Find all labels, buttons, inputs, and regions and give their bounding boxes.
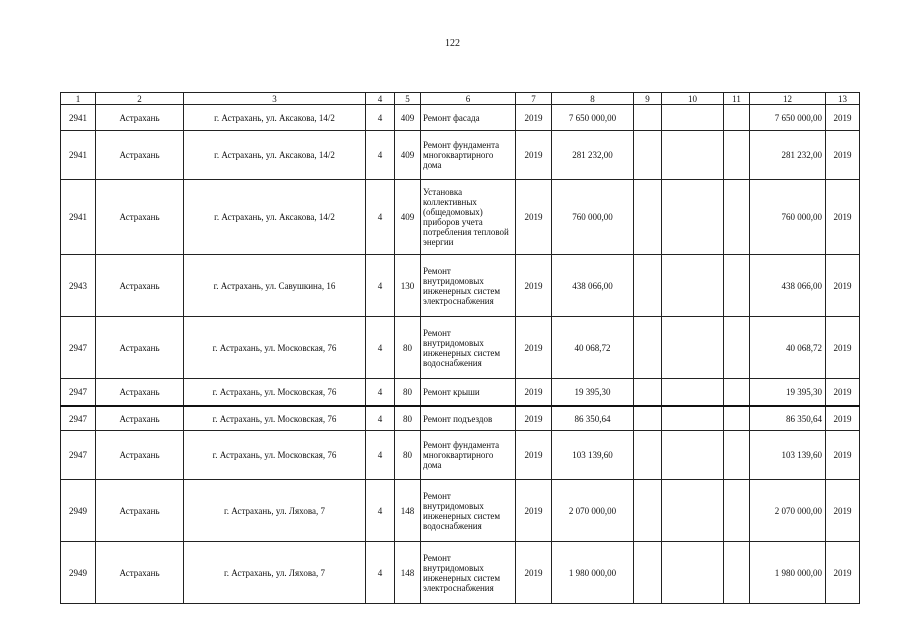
cell-address: г. Астрахань, ул. Московская, 76 xyxy=(184,379,366,407)
cell-number: 2943 xyxy=(61,255,96,317)
cell-col12: 19 395,30 xyxy=(750,379,826,407)
cell-col10 xyxy=(662,431,724,480)
cell-col9 xyxy=(634,406,662,431)
cell-col5: 409 xyxy=(395,131,421,180)
cell-amount: 7 650 000,00 xyxy=(552,105,634,131)
cell-col12: 7 650 000,00 xyxy=(750,105,826,131)
cell-col13: 2019 xyxy=(826,131,860,180)
cell-year: 2019 xyxy=(516,379,552,407)
cell-number: 2949 xyxy=(61,480,96,542)
page-number: 122 xyxy=(445,38,460,49)
cell-amount: 760 000,00 xyxy=(552,180,634,255)
cell-year: 2019 xyxy=(516,480,552,542)
cell-col4: 4 xyxy=(366,379,395,407)
column-header: 2 xyxy=(96,93,184,105)
cell-col9 xyxy=(634,255,662,317)
cell-year: 2019 xyxy=(516,317,552,379)
cell-city: Астрахань xyxy=(96,431,184,480)
cell-col10 xyxy=(662,105,724,131)
cell-col12: 86 350,64 xyxy=(750,406,826,431)
table-row xyxy=(61,255,860,317)
cell-address: г. Астрахань, ул. Московская, 76 xyxy=(184,317,366,379)
cell-col10 xyxy=(662,131,724,180)
cell-city: Астрахань xyxy=(96,542,184,604)
cell-col12: 40 068,72 xyxy=(750,317,826,379)
cell-year: 2019 xyxy=(516,131,552,180)
cell-col10 xyxy=(662,379,724,407)
cell-amount: 86 350,64 xyxy=(552,406,634,431)
cell-col4: 4 xyxy=(366,255,395,317)
cell-col5: 80 xyxy=(395,431,421,480)
cell-col10 xyxy=(662,180,724,255)
cell-col13: 2019 xyxy=(826,379,860,407)
cell-col11 xyxy=(724,379,750,407)
cell-address: г. Астрахань, ул. Московская, 76 xyxy=(184,431,366,480)
cell-address: г. Астрахань, ул. Аксакова, 14/2 xyxy=(184,105,366,131)
cell-col13: 2019 xyxy=(826,406,860,431)
cell-col9 xyxy=(634,105,662,131)
cell-col12: 760 000,00 xyxy=(750,180,826,255)
cell-work-type: Ремонт фасада xyxy=(421,105,516,131)
table-row xyxy=(61,431,860,480)
cell-city: Астрахань xyxy=(96,317,184,379)
cell-col5: 148 xyxy=(395,542,421,604)
cell-col11 xyxy=(724,542,750,604)
column-header: 7 xyxy=(516,93,552,105)
cell-col10 xyxy=(662,542,724,604)
cell-col9 xyxy=(634,317,662,379)
cell-work-type: Ремонт внутридомовых инженерных систем водоснабжения xyxy=(421,317,516,379)
cell-col5: 148 xyxy=(395,480,421,542)
cell-col5: 409 xyxy=(395,105,421,131)
cell-address: г. Астрахань, ул. Ляхова, 7 xyxy=(184,480,366,542)
cell-col5: 80 xyxy=(395,379,421,407)
table-row xyxy=(61,105,860,131)
cell-col9 xyxy=(634,379,662,407)
cell-city: Астрахань xyxy=(96,105,184,131)
cell-col12: 438 066,00 xyxy=(750,255,826,317)
cell-col11 xyxy=(724,255,750,317)
cell-col4: 4 xyxy=(366,431,395,480)
cell-amount: 1 980 000,00 xyxy=(552,542,634,604)
table-row xyxy=(61,542,860,604)
header-row xyxy=(61,93,860,105)
cell-col10 xyxy=(662,255,724,317)
cell-address: г. Астрахань, ул. Аксакова, 14/2 xyxy=(184,131,366,180)
table-row xyxy=(61,406,860,431)
cell-address: г. Астрахань, ул. Ляхова, 7 xyxy=(184,542,366,604)
works-table xyxy=(60,92,860,604)
cell-col13: 2019 xyxy=(826,480,860,542)
cell-col4: 4 xyxy=(366,406,395,431)
cell-work-type: Ремонт внутридомовых инженерных систем электроснабжения xyxy=(421,542,516,604)
cell-col9 xyxy=(634,180,662,255)
table-row xyxy=(61,131,860,180)
cell-year: 2019 xyxy=(516,542,552,604)
cell-amount: 281 232,00 xyxy=(552,131,634,180)
cell-col5: 130 xyxy=(395,255,421,317)
column-header: 5 xyxy=(395,93,421,105)
cell-col12: 281 232,00 xyxy=(750,131,826,180)
cell-number: 2947 xyxy=(61,406,96,431)
cell-amount: 103 139,60 xyxy=(552,431,634,480)
cell-work-type: Ремонт фундамента многоквартирного дома xyxy=(421,431,516,480)
column-header: 3 xyxy=(184,93,366,105)
cell-address: г. Астрахань, ул. Московская, 76 xyxy=(184,406,366,431)
cell-work-type: Ремонт внутридомовых инженерных систем водоснабжения xyxy=(421,480,516,542)
cell-work-type: Ремонт фундамента многоквартирного дома xyxy=(421,131,516,180)
column-header: 6 xyxy=(421,93,516,105)
cell-col13: 2019 xyxy=(826,180,860,255)
cell-city: Астрахань xyxy=(96,480,184,542)
table-row xyxy=(61,317,860,379)
cell-number: 2949 xyxy=(61,542,96,604)
cell-number: 2947 xyxy=(61,317,96,379)
cell-city: Астрахань xyxy=(96,379,184,407)
column-header: 10 xyxy=(662,93,724,105)
cell-year: 2019 xyxy=(516,105,552,131)
cell-address: г. Астрахань, ул. Аксакова, 14/2 xyxy=(184,180,366,255)
cell-amount: 2 070 000,00 xyxy=(552,480,634,542)
cell-work-type: Установка коллективных (общедомовых) приборов учета потребления тепловой энергии xyxy=(421,180,516,255)
column-header: 12 xyxy=(750,93,826,105)
column-header: 4 xyxy=(366,93,395,105)
cell-col10 xyxy=(662,406,724,431)
cell-col4: 4 xyxy=(366,542,395,604)
cell-col9 xyxy=(634,431,662,480)
cell-work-type: Ремонт внутридомовых инженерных систем электроснабжения xyxy=(421,255,516,317)
cell-col12: 1 980 000,00 xyxy=(750,542,826,604)
table-row xyxy=(61,480,860,542)
cell-col9 xyxy=(634,542,662,604)
cell-col9 xyxy=(634,131,662,180)
cell-amount: 40 068,72 xyxy=(552,317,634,379)
cell-col13: 2019 xyxy=(826,255,860,317)
cell-number: 2941 xyxy=(61,105,96,131)
cell-col11 xyxy=(724,431,750,480)
cell-year: 2019 xyxy=(516,255,552,317)
cell-city: Астрахань xyxy=(96,180,184,255)
cell-col13: 2019 xyxy=(826,431,860,480)
cell-col11 xyxy=(724,317,750,379)
cell-col4: 4 xyxy=(366,105,395,131)
cell-col4: 4 xyxy=(366,317,395,379)
cell-address: г. Астрахань, ул. Савушкина, 16 xyxy=(184,255,366,317)
cell-city: Астрахань xyxy=(96,255,184,317)
cell-col12: 103 139,60 xyxy=(750,431,826,480)
cell-col5: 80 xyxy=(395,317,421,379)
column-header: 13 xyxy=(826,93,860,105)
cell-col13: 2019 xyxy=(826,105,860,131)
cell-number: 2941 xyxy=(61,180,96,255)
cell-work-type: Ремонт крыши xyxy=(421,379,516,407)
cell-year: 2019 xyxy=(516,406,552,431)
cell-col11 xyxy=(724,105,750,131)
cell-col11 xyxy=(724,180,750,255)
cell-col4: 4 xyxy=(366,180,395,255)
column-header: 9 xyxy=(634,93,662,105)
cell-col13: 2019 xyxy=(826,317,860,379)
cell-number: 2947 xyxy=(61,379,96,407)
cell-col4: 4 xyxy=(366,480,395,542)
table-row xyxy=(61,180,860,255)
cell-col13: 2019 xyxy=(826,542,860,604)
column-header: 8 xyxy=(552,93,634,105)
cell-amount: 438 066,00 xyxy=(552,255,634,317)
cell-year: 2019 xyxy=(516,180,552,255)
cell-col5: 409 xyxy=(395,180,421,255)
cell-year: 2019 xyxy=(516,431,552,480)
column-header: 11 xyxy=(724,93,750,105)
cell-city: Астрахань xyxy=(96,131,184,180)
cell-col12: 2 070 000,00 xyxy=(750,480,826,542)
cell-city: Астрахань xyxy=(96,406,184,431)
cell-col11 xyxy=(724,406,750,431)
cell-col10 xyxy=(662,317,724,379)
cell-col11 xyxy=(724,131,750,180)
cell-work-type: Ремонт подъездов xyxy=(421,406,516,431)
table-row xyxy=(61,379,860,407)
cell-col11 xyxy=(724,480,750,542)
cell-col5: 80 xyxy=(395,406,421,431)
cell-amount: 19 395,30 xyxy=(552,379,634,407)
cell-col4: 4 xyxy=(366,131,395,180)
cell-number: 2947 xyxy=(61,431,96,480)
cell-number: 2941 xyxy=(61,131,96,180)
cell-col9 xyxy=(634,480,662,542)
cell-col10 xyxy=(662,480,724,542)
column-header: 1 xyxy=(61,93,96,105)
